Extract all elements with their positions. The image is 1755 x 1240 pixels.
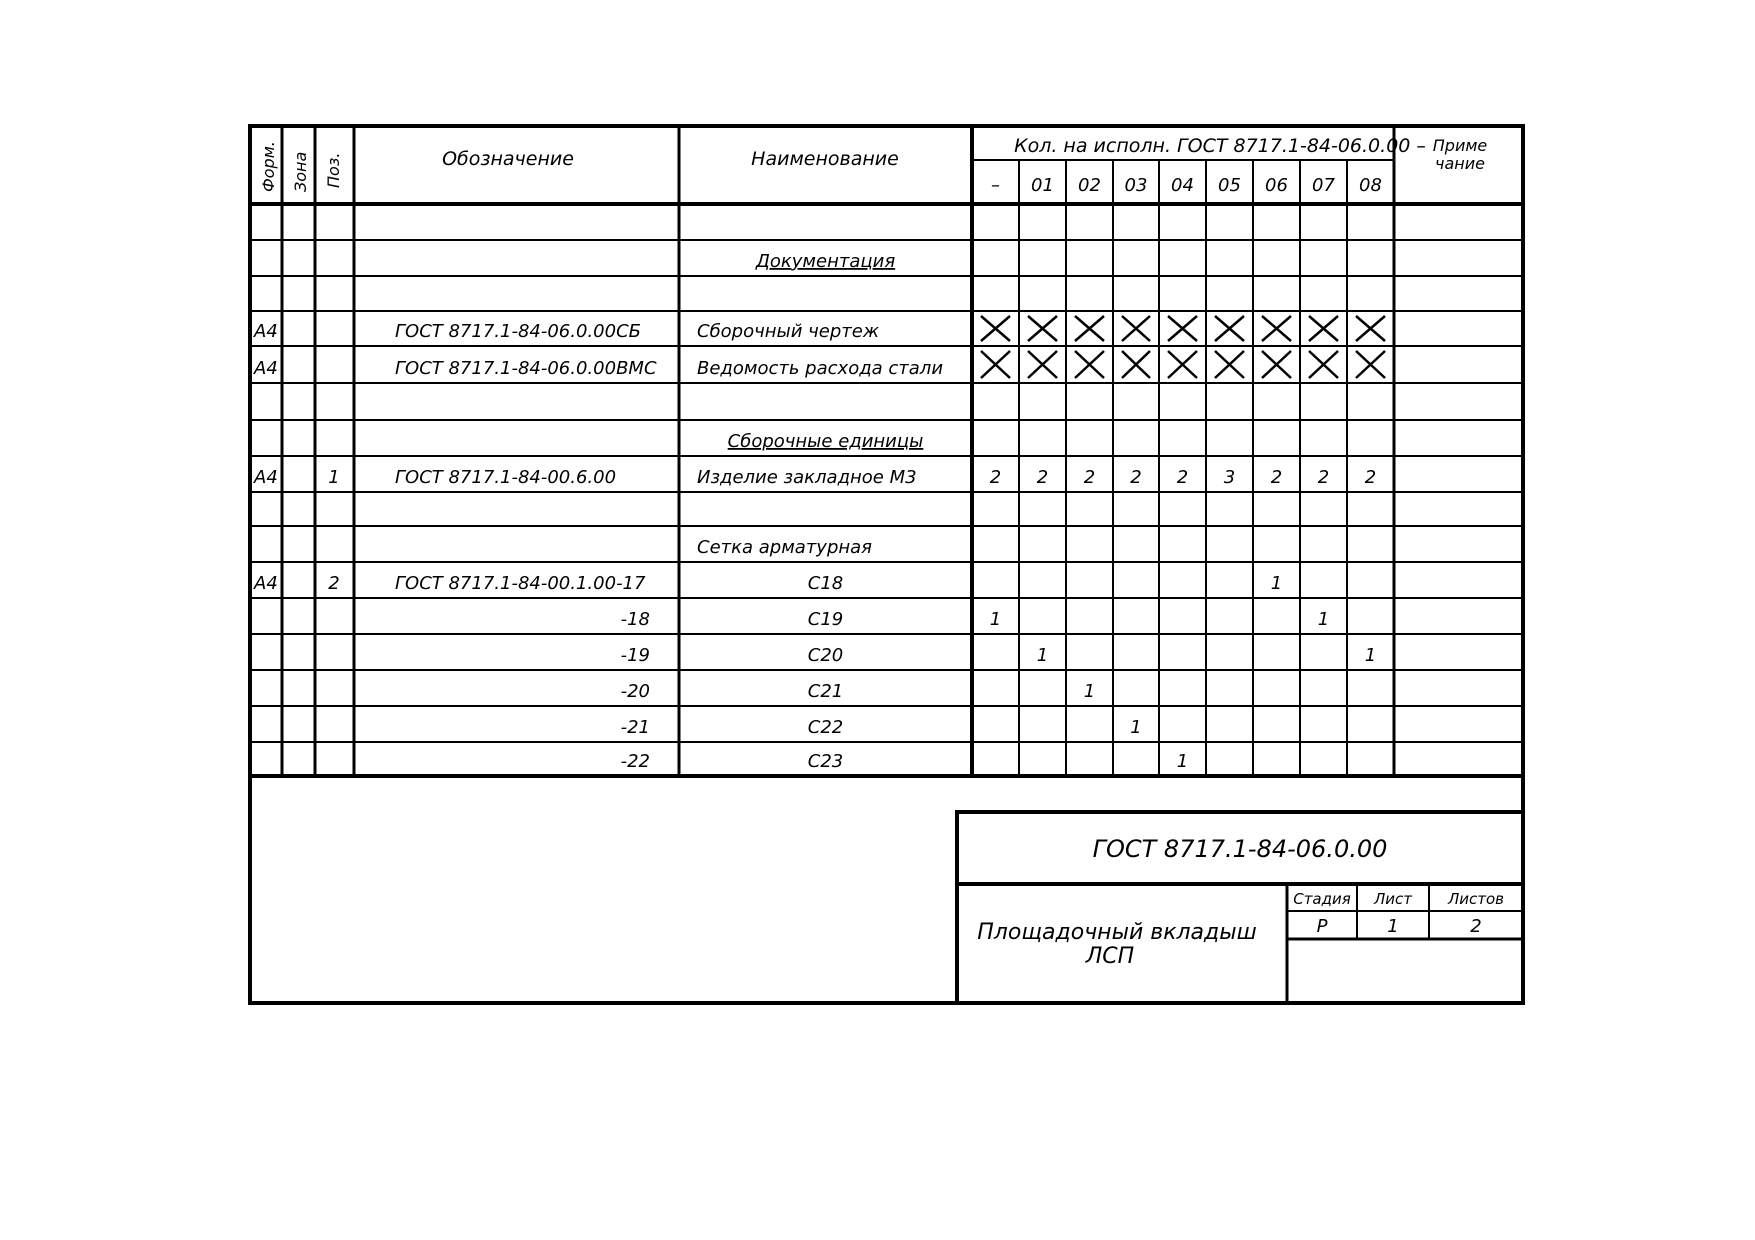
sheet-label: Лист [1373, 890, 1413, 908]
row-designation: -19 [620, 645, 650, 666]
table-row [253, 351, 1385, 379]
table-row [253, 573, 1282, 594]
row-designation: ГОСТ 8717.1-84-00.6.00 [395, 467, 617, 488]
not-applicable-cross-icon [1215, 351, 1244, 378]
not-applicable-cross-icon [1309, 351, 1338, 378]
row-designation: -20 [620, 681, 650, 702]
row-name: С20 [807, 645, 844, 666]
qty-cell: 1 [1036, 645, 1049, 666]
not-applicable-cross-icon [1028, 316, 1057, 341]
row-name: С19 [807, 609, 844, 630]
row-designation: -18 [620, 609, 650, 630]
row-designation: ГОСТ 8717.1-84-00.1.00-17 [395, 573, 646, 594]
header-variant-4: 04 [1171, 175, 1194, 196]
section-heading: Документация [755, 251, 896, 272]
title-block-title-line1: Площадочный вкладыш [977, 920, 1257, 945]
qty-cell: 1 [1176, 751, 1189, 772]
not-applicable-cross-icon [1309, 316, 1338, 341]
row-form: А4 [254, 573, 278, 594]
qty-cell: 1 [1317, 609, 1330, 630]
table-body [253, 251, 1385, 772]
header-pos: Поз. [324, 152, 343, 188]
row-name: С22 [807, 717, 844, 738]
stage-label: Стадия [1293, 890, 1351, 908]
row-designation: ГОСТ 8717.1-84-06.0.00ВМС [395, 358, 657, 379]
not-applicable-cross-icon [1075, 351, 1104, 378]
qty-cell: 1 [1083, 681, 1096, 702]
not-applicable-cross-icon [1122, 351, 1150, 378]
header-variant-6: 06 [1265, 175, 1288, 196]
header-name: Наименование [751, 148, 899, 170]
not-applicable-cross-icon [981, 316, 1010, 341]
row-name: С23 [807, 751, 844, 772]
title-block-title-line2: ЛСП [1085, 944, 1135, 969]
header-qty-title: Кол. на исполн. ГОСТ 8717.1-84-06.0.00 – [1014, 135, 1426, 157]
row-name: Сетка арматурная [697, 537, 873, 558]
row-name: Ведомость расхода стали [697, 358, 944, 379]
qty-cell: 2 [1364, 467, 1377, 488]
qty-cell: 1 [989, 609, 1002, 630]
row-name: Сборочный чертеж [697, 321, 880, 342]
header-zone: Зона [291, 151, 310, 192]
header-variant-2: 02 [1078, 175, 1101, 196]
header-variant-5: 05 [1218, 175, 1241, 196]
row-form: А4 [254, 321, 278, 342]
row-form: А4 [254, 467, 278, 488]
table-row [253, 316, 1385, 342]
not-applicable-cross-icon [1356, 351, 1385, 378]
stage-value: Р [1316, 916, 1328, 937]
header-note-line2: чание [1435, 154, 1485, 173]
qty-cell: 2 [1130, 467, 1142, 488]
table-row [621, 751, 1189, 772]
table-row [697, 537, 872, 558]
row-position: 2 [328, 573, 340, 594]
sheets-value: 2 [1470, 916, 1482, 937]
header-variant-7: 07 [1312, 175, 1335, 196]
section-heading: Сборочные единицы [727, 431, 924, 452]
row-designation: ГОСТ 8717.1-84-06.0.00СБ [395, 321, 641, 342]
sheet-value: 1 [1387, 916, 1399, 937]
table-header [259, 135, 1487, 196]
qty-cell: 2 [1270, 467, 1283, 488]
not-applicable-cross-icon [981, 351, 1010, 378]
qty-cell: 3 [1223, 467, 1236, 488]
row-designation: -21 [620, 717, 650, 738]
row-position: 1 [328, 467, 340, 488]
qty-cell: 1 [1364, 645, 1377, 666]
header-note-line1: Приме [1432, 136, 1488, 155]
row-name: С18 [807, 573, 844, 594]
table-row [621, 681, 1096, 702]
title-block-doc-code: ГОСТ 8717.1-84-06.0.00 [1092, 835, 1388, 863]
table-row [728, 431, 924, 452]
not-applicable-cross-icon [1356, 316, 1385, 341]
table-row [755, 251, 895, 272]
not-applicable-cross-icon [1262, 316, 1291, 341]
not-applicable-cross-icon [1168, 316, 1197, 341]
qty-cell: 2 [1036, 467, 1049, 488]
row-designation: -22 [620, 751, 650, 772]
header-form: Форм. [259, 141, 278, 192]
qty-cell: 2 [989, 467, 1002, 488]
table-row [253, 467, 1376, 488]
header-variant-8: 08 [1359, 175, 1382, 196]
row-name: С21 [807, 681, 844, 702]
qty-cell: 2 [1317, 467, 1330, 488]
header-designation: Обозначение [442, 148, 574, 170]
qty-cell: 1 [1270, 573, 1283, 594]
qty-cell: 1 [1130, 717, 1142, 738]
row-name: Изделие закладное М3 [697, 467, 917, 488]
header-variant-3: 03 [1124, 175, 1148, 196]
header-variant-1: 01 [1031, 175, 1054, 196]
qty-cell: 2 [1083, 467, 1096, 488]
sheets-label: Листов [1447, 890, 1505, 908]
table-row [621, 717, 1142, 738]
header-variant-0: – [991, 175, 1000, 196]
qty-cell: 2 [1176, 467, 1189, 488]
not-applicable-cross-icon [1028, 351, 1057, 378]
table-row [621, 609, 1330, 630]
not-applicable-cross-icon [1215, 316, 1244, 341]
table-row [621, 645, 1377, 666]
not-applicable-cross-icon [1168, 351, 1197, 378]
not-applicable-cross-icon [1075, 316, 1104, 341]
not-applicable-cross-icon [1262, 351, 1291, 378]
not-applicable-cross-icon [1122, 316, 1150, 341]
row-form: А4 [254, 358, 278, 379]
